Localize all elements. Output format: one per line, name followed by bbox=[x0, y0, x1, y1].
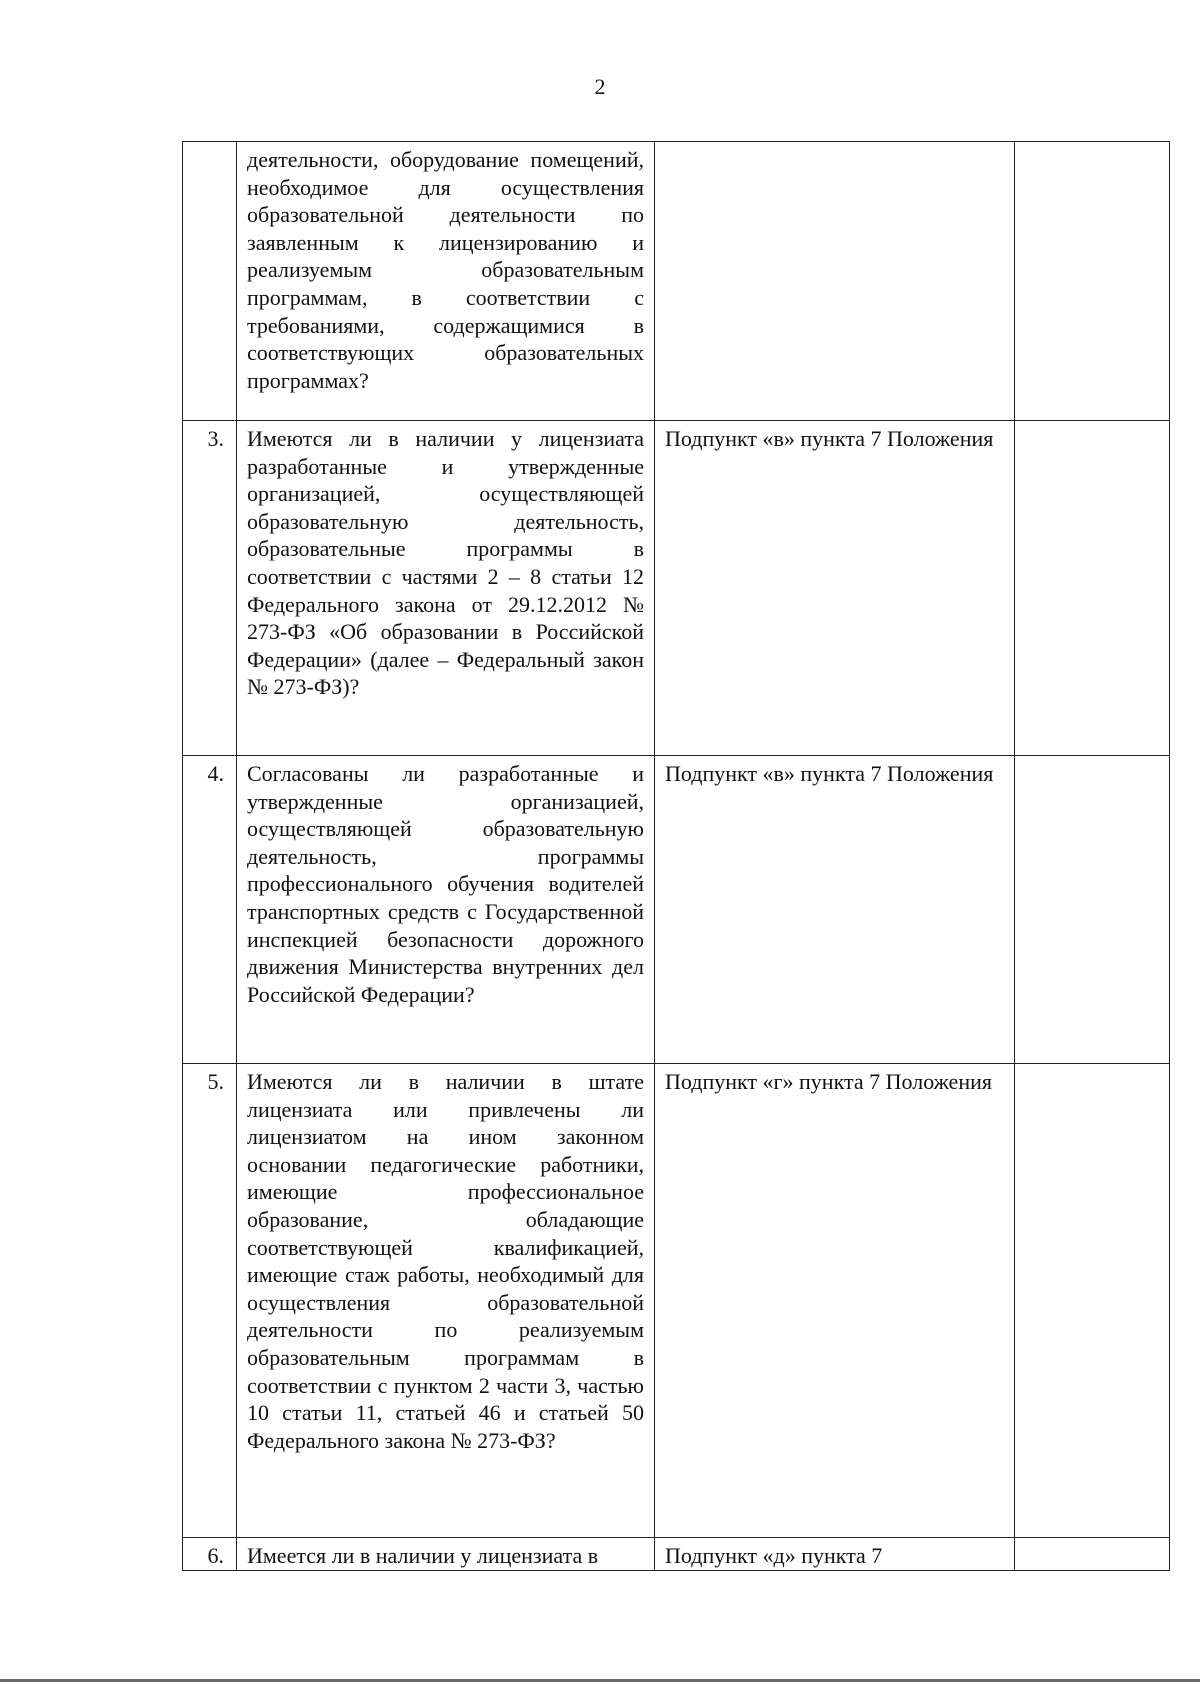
reference-text: Подпункт «д» пункта 7 bbox=[665, 1543, 883, 1568]
reference-text: Подпункт «в» пункта 7 Положения bbox=[665, 426, 994, 451]
question-text: Имеется ли в наличии у лицензиата в bbox=[247, 1543, 599, 1568]
reference-cell bbox=[655, 421, 1015, 756]
answer-cell bbox=[1015, 421, 1170, 756]
answer-cell bbox=[1015, 1538, 1170, 1571]
question-cell bbox=[237, 1064, 655, 1538]
question-cell bbox=[237, 142, 655, 421]
reference-text: Подпункт «в» пункта 7 Положения bbox=[665, 761, 994, 786]
row-number: 4. bbox=[183, 756, 237, 1064]
table-row bbox=[183, 756, 1170, 1064]
reference-cell bbox=[655, 1064, 1015, 1538]
question-cell bbox=[237, 421, 655, 756]
question-text: деятельности, оборудование помещений, необходимое для осуществления образовательной деятельности по заявленным к лицензированию и реализуемым образовательным программам, в соответствии с требованиями, содержащимися в соответствующих образовательных программах? bbox=[247, 147, 644, 393]
reference-cell bbox=[655, 1538, 1015, 1571]
table-row bbox=[183, 1064, 1170, 1538]
row-number: 3. bbox=[183, 421, 237, 756]
answer-cell bbox=[1015, 756, 1170, 1064]
answer-cell bbox=[1015, 142, 1170, 421]
row-number bbox=[183, 142, 237, 421]
question-text: Согласованы ли разработанные и утвержденные организацией, осуществляющей образовательную деятельность, программы профессионального обучения водителей транспортных средств с Государственной инспекцией безопасности дорожного движения Министерства внутренних дел Российской Федерации? bbox=[247, 761, 644, 1007]
table-row bbox=[183, 421, 1170, 756]
row-number: 6. bbox=[183, 1538, 237, 1571]
scan-edge-divider bbox=[0, 1679, 1200, 1682]
question-text: Имеются ли в наличии у лицензиата разработанные и утвержденные организацией, осуществляющей образовательную деятельность, образовательные программы в соответствии с частями 2 – 8 статьи 12 Федерального закона от 29.12.2012 № 273-ФЗ «Об образовании в Российской Федерации» (далее – Федеральный закон № 273-ФЗ)? bbox=[247, 426, 644, 700]
table-row bbox=[183, 1538, 1170, 1571]
page-number bbox=[0, 74, 1200, 100]
checklist-table bbox=[182, 141, 1170, 1571]
reference-cell bbox=[655, 142, 1015, 421]
row-number: 5. bbox=[183, 1064, 237, 1538]
reference-text: Подпункт «г» пункта 7 Положения bbox=[665, 1069, 992, 1094]
question-text: Имеются ли в наличии в штате лицензиата или привлечены ли лицензиатом на ином законном основании педагогические работники, имеющие профессиональное образование, обладающие соответствующей квалификацией, имеющие стаж работы, необходимый для осуществления образовательной деятельности по реализуемым образовательным программам в соответствии с пунктом 2 части 3, частью 10 статьи 11, статьей 46 и статьей 50 Федерального закона № 273-ФЗ? bbox=[247, 1069, 644, 1453]
question-cell bbox=[237, 1538, 655, 1571]
page-number-text: 2 bbox=[594, 74, 606, 99]
reference-cell bbox=[655, 756, 1015, 1064]
question-cell bbox=[237, 756, 655, 1064]
table-row bbox=[183, 142, 1170, 421]
answer-cell bbox=[1015, 1064, 1170, 1538]
